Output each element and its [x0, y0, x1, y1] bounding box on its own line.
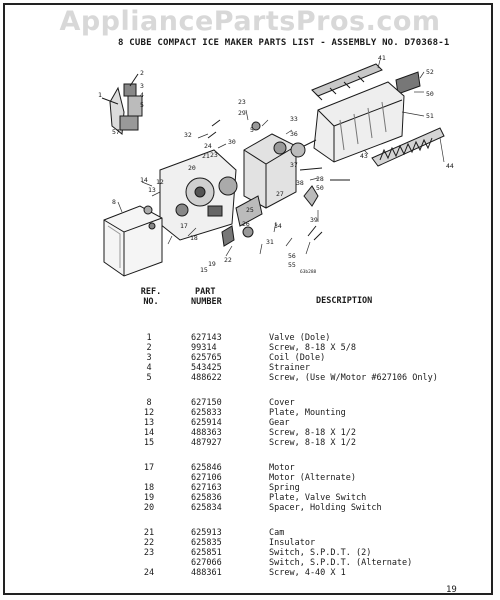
callout-24: 24 — [204, 142, 212, 150]
callout-50b: 50 — [316, 184, 324, 192]
part-header-line1: PART — [195, 287, 216, 297]
column-part-header — [191, 287, 222, 307]
page-subtitle: 8 CUBE COMPACT ICE MAKER PARTS LIST - ASSEMBLY NO. D70368-1 — [118, 38, 450, 48]
callout-20: 20 — [188, 164, 196, 172]
callout-43: 43 — [360, 152, 368, 160]
callout-5b: 5 — [250, 126, 254, 134]
table-row: 4 543425 Strainer — [146, 363, 310, 373]
table-row: 22 625835 Insulator — [143, 538, 316, 548]
callout-25: 25 — [246, 206, 254, 214]
table-row: 13 625914 Gear — [143, 418, 290, 428]
callout-34: 34 — [274, 222, 282, 230]
callout-5: 5 — [140, 101, 144, 109]
watermark: AppliancePartsPros.com — [59, 6, 441, 37]
callout-1: 1 — [98, 91, 102, 99]
callout-30: 30 — [228, 138, 236, 146]
description-header: DESCRIPTION — [316, 296, 373, 306]
callout-57: 57 — [112, 128, 120, 136]
callout-18: 18 — [190, 234, 198, 242]
valve-assembly-drawing — [102, 74, 142, 134]
cover-drawing — [104, 206, 162, 276]
callout-27: 27 — [276, 190, 284, 198]
callout-3: 3 — [140, 82, 144, 90]
table-row: 18 627163 Spring — [143, 483, 300, 493]
callout-21: 21 — [202, 152, 210, 160]
ref-header-line2: NO. — [143, 297, 159, 307]
diagram-code: 63b288 — [300, 270, 317, 275]
callout-17: 17 — [180, 222, 188, 230]
callout-23: 23 — [238, 98, 246, 106]
table-row: 1 627143 Valve (Dole) — [146, 333, 331, 343]
callout-32: 32 — [184, 131, 192, 139]
callout-12: 12 — [156, 178, 164, 186]
callout-26: 26 — [242, 220, 250, 228]
callout-36: 36 — [290, 130, 298, 138]
table-row: 3 625765 Coil (Dole) — [146, 353, 326, 363]
part-header-line2: NUMBER — [191, 297, 222, 307]
callout-31: 31 — [266, 238, 274, 246]
callout-44: 44 — [446, 162, 454, 170]
callout-41: 41 — [378, 54, 386, 62]
callout-38: 38 — [296, 179, 304, 187]
table-row: 627066 Switch, S.P.D.T. (Alternate) — [191, 558, 413, 568]
callout-15: 15 — [200, 266, 208, 274]
column-ref-header — [139, 287, 163, 307]
table-row: 17 625846 Motor — [143, 463, 295, 473]
table-row: 14 488363 Screw, 8-18 X 1/2 — [143, 428, 356, 438]
callout-56: 56 — [288, 252, 296, 260]
table-row: 20 625834 Spacer, Holding Switch — [143, 503, 382, 513]
callout-33: 33 — [290, 115, 298, 123]
callout-2: 2 — [140, 69, 144, 77]
callout-51: 51 — [426, 112, 434, 120]
ref-header-line1: REF. — [140, 287, 162, 297]
table-row: 627106 Motor (Alternate) — [191, 473, 356, 483]
exploded-parts-diagram — [0, 0, 500, 290]
callout-22: 22 — [224, 256, 232, 264]
column-description-header — [316, 296, 372, 306]
table-row: 21 625913 Cam — [143, 528, 285, 538]
callout-50: 50 — [426, 90, 434, 98]
table-row: 24 488361 Screw, 4-40 X 1 — [143, 568, 346, 578]
table-row: 12 625833 Plate, Mounting — [143, 408, 346, 418]
callout-23b: 23 — [210, 151, 218, 159]
table-row: 5 488622 Screw, (Use W/Motor #627106 Only) — [146, 373, 438, 383]
table-row: 2 99314 Screw, 8-18 X 5/8 — [146, 343, 356, 353]
callout-19: 19 — [208, 260, 216, 268]
callout-55: 55 — [288, 261, 296, 269]
table-row: 23 625851 Switch, S.P.D.T. (2) — [143, 548, 372, 558]
callout-28: 28 — [316, 175, 324, 183]
callout-14: 14 — [140, 176, 148, 184]
page-number: 19 — [446, 585, 457, 595]
table-row: 15 487927 Screw, 8-18 X 1/2 — [143, 438, 356, 448]
housing-drawing — [244, 134, 305, 208]
callout-4: 4 — [140, 91, 144, 99]
callout-37: 37 — [290, 161, 298, 169]
callout-13: 13 — [148, 186, 156, 194]
table-row: 8 627150 Cover — [146, 398, 295, 408]
callout-29: 29 — [238, 109, 246, 117]
table-row: 19 625836 Plate, Valve Switch — [143, 493, 367, 503]
callout-39: 39 — [310, 216, 318, 224]
callout-8: 8 — [112, 198, 116, 206]
callout-52: 52 — [426, 68, 434, 76]
